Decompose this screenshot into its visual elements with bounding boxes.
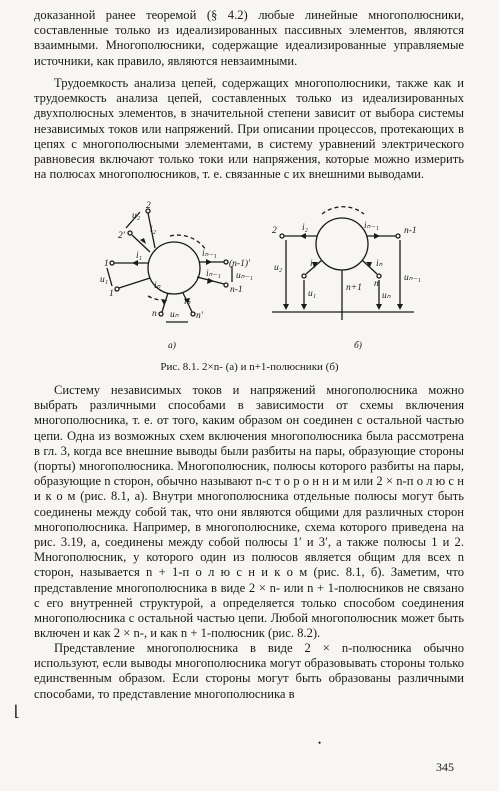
multipole-circle-b — [316, 218, 368, 270]
svg-text:iₙ₋₁: iₙ₋₁ — [364, 221, 379, 231]
svg-text:i₁: i₁ — [136, 251, 142, 261]
paragraph-4: Представление многополюсника в виде 2 × n-полюсника обычно используют, если выводы многополюсника могут образовывать стороны только единственным образом. Если стороны могут быть образованы различными способами, то представление многополюсника в — [34, 641, 464, 701]
svg-text:iₙ₋₁: iₙ₋₁ — [202, 249, 217, 259]
svg-text:2′: 2′ — [118, 231, 125, 241]
svg-text:n: n — [374, 279, 379, 289]
svg-text:(n-1)′: (n-1)′ — [229, 259, 251, 269]
svg-text:i₁: i₁ — [310, 259, 316, 269]
svg-text:iₙ: iₙ — [184, 297, 191, 307]
svg-text:u₂: u₂ — [274, 263, 283, 273]
svg-text:iₙ₋₁: iₙ₋₁ — [206, 269, 221, 279]
svg-text:u₂: u₂ — [132, 211, 141, 221]
figure-8-1 — [74, 200, 434, 358]
svg-text:i₂: i₂ — [302, 223, 308, 233]
svg-text:u₁: u₁ — [308, 289, 317, 299]
figure-a-label: а) — [168, 341, 176, 351]
paragraph-1: доказанной ранее теоремой (§ 4.2) любые линейные многополюсники, составленные только из идеализированных пассивных элементов, являются взаимными. Многополюсники, содержащие идеализированные управляемые источники, как правило, являются невзаимными. — [34, 8, 464, 68]
multipole-diagram — [74, 200, 434, 358]
svg-text:1: 1 — [104, 259, 109, 269]
svg-text:i₂: i₂ — [150, 225, 156, 235]
page-number: 345 — [436, 760, 454, 774]
svg-text:u₁: u₁ — [100, 275, 109, 285]
svg-text:2: 2 — [146, 201, 151, 211]
svg-text:uₙ₋₁: uₙ₋₁ — [404, 273, 421, 283]
svg-text:n: n — [152, 309, 157, 319]
speck-mark: • — [318, 738, 322, 748]
diagram-a — [100, 201, 253, 351]
svg-text:2: 2 — [272, 226, 277, 236]
svg-text:n-1: n-1 — [404, 226, 417, 236]
svg-text:iₙ: iₙ — [154, 281, 161, 291]
figure-b-label: б) — [354, 341, 362, 351]
margin-mark: ⌊ — [14, 704, 20, 720]
svg-text:iₙ: iₙ — [376, 259, 383, 269]
svg-text:n+1: n+1 — [346, 283, 362, 293]
diagram-b — [272, 207, 421, 351]
svg-text:n′: n′ — [196, 311, 203, 321]
svg-text:1′: 1′ — [109, 289, 116, 299]
figure-caption: Рис. 8.1. 2×n- (а) и n+1-полюсники (б) — [160, 361, 339, 373]
svg-text:n-1: n-1 — [230, 285, 243, 295]
svg-text:uₙ₋₁: uₙ₋₁ — [236, 271, 253, 281]
svg-text:uₙ: uₙ — [382, 291, 391, 301]
paragraph-2: Трудоемкость анализа цепей, содержащих многополюсники, также как и трудоемкость анализа цепей, составленных только из идеализированных двухполюсных элементов, в значительной степени зависит от выбора системы независимых токов или напряжений. При описании процессов, протекающих в цепях с многополюсными элементами, в систему уравнений электрического равновесия включают только токи или напряжения, которые можно измерить на полюсах многополюсников, т. е. связанные с их внешними выводами. — [34, 76, 464, 182]
svg-text:uₙ: uₙ — [170, 310, 179, 320]
paragraph-3: Систему независимых токов и напряжений многополюсника можно выбрать различными способами в зависимости от схемы включения многополюсника, т. е. от того, каким образом он соединен с остальной частью цепи. Одна из возможных схем включения многополюсника была рассмотрена в гл. 3, когда все внешние выводы были разбиты на пары, образующие стороны (порты) многополюсника. Многополюсник, полюсы которого разбиты на пары, образующие n сторон, обычно называют n-с т о р о н н и м или 2 × n-п о л ю с н и к о м (рис. 8.1, a). Внутри многополюсника отдельные полюсы могут быть соединены между собой так, что они являются общими для различных сторон многополюсника. Например, в многополюснике, схема которого приведена на рис. 3.19, a, соединены между собой полюсы 1′ и 3′, а также полюсы 1 и 2. Многополюсник, у которого один из полюсов является общим для всех n сторон, называется n + 1-п о л ю с н и к о м (рис. 8.1, б). Заметим, что представление многополюсника в виде 2 × n- или n + 1-полюсников не связано с его внутренней структурой, а определяется только способом соединения многополюсника с остальной частью цепи. Любой многополюсник может быть включен и как 2 × n-, и как n + 1-полюсник (рис. 8.2). — [34, 383, 464, 641]
